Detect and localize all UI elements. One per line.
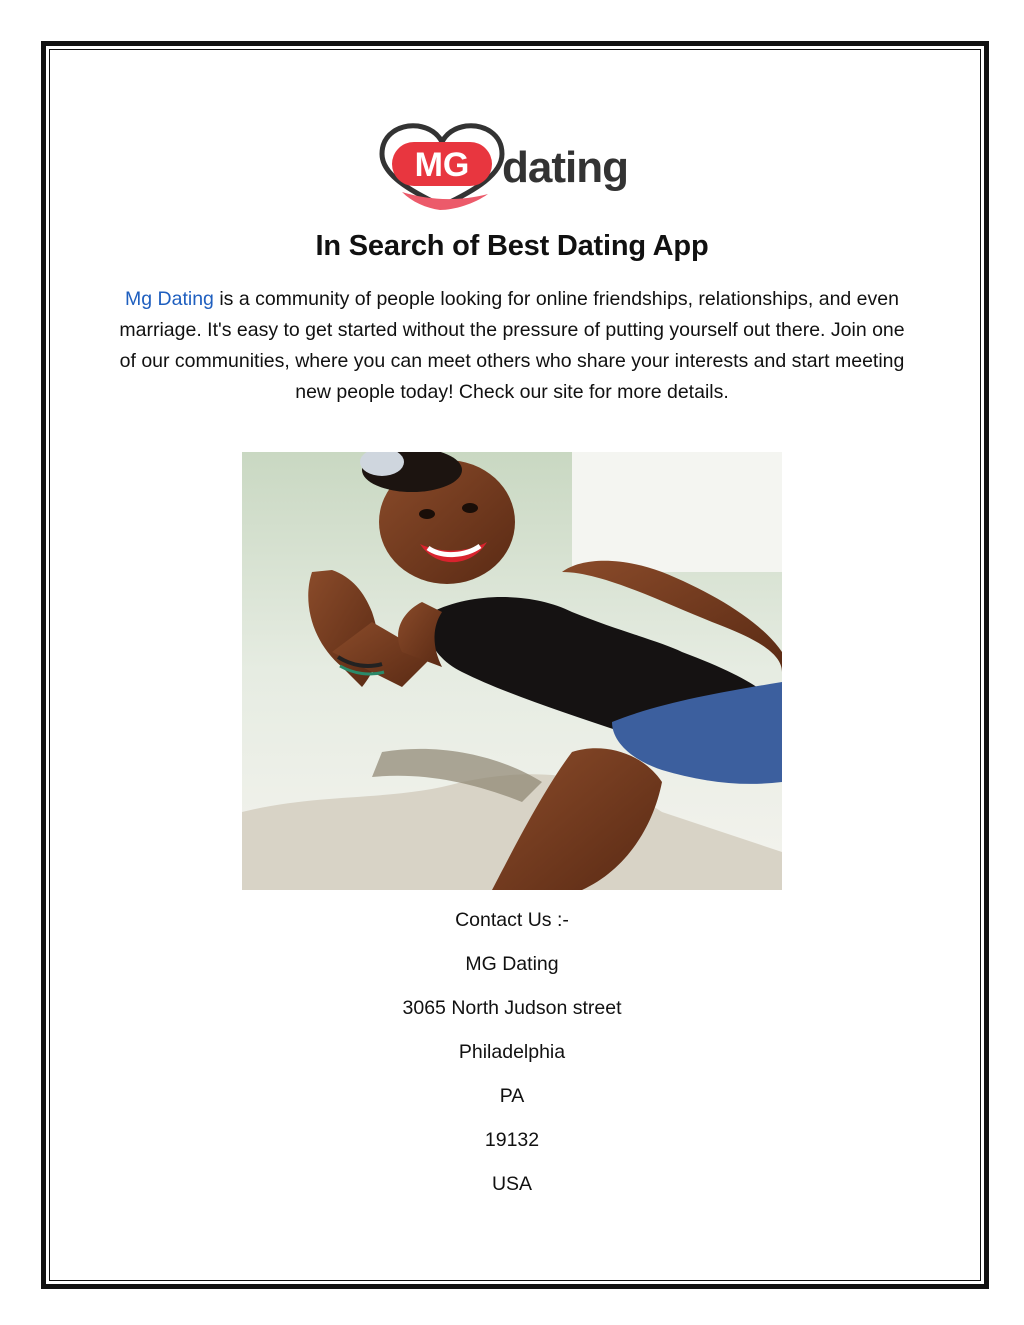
contact-heading: Contact Us :- xyxy=(455,909,569,931)
page-title: In Search of Best Dating App xyxy=(315,230,709,262)
contact-zip: 19132 xyxy=(484,1129,540,1151)
intro-paragraph xyxy=(112,284,912,408)
contact-company: MG Dating xyxy=(465,953,559,975)
logo-wordmark: dating xyxy=(502,143,628,192)
logo-mark-text: MG xyxy=(414,146,470,184)
profile-photo xyxy=(242,452,782,890)
contact-state: PA xyxy=(499,1085,525,1107)
contact-city: Philadelphia xyxy=(458,1041,566,1063)
mg-dating-logo[interactable] xyxy=(378,120,646,212)
contact-country: USA xyxy=(491,1173,533,1195)
contact-street: 3065 North Judson street xyxy=(402,997,622,1019)
intro-text: is a community of people looking for online friendships, relationships, and even marriage. It's easy to get started without the pressure of putting yourself out there. Join one of our communities, where you can meet others who share your interests and start meeting new people today! Check our site for more details. xyxy=(119,288,905,403)
mg-dating-link[interactable]: Mg Dating xyxy=(125,288,214,310)
contact-block xyxy=(0,906,1024,1214)
